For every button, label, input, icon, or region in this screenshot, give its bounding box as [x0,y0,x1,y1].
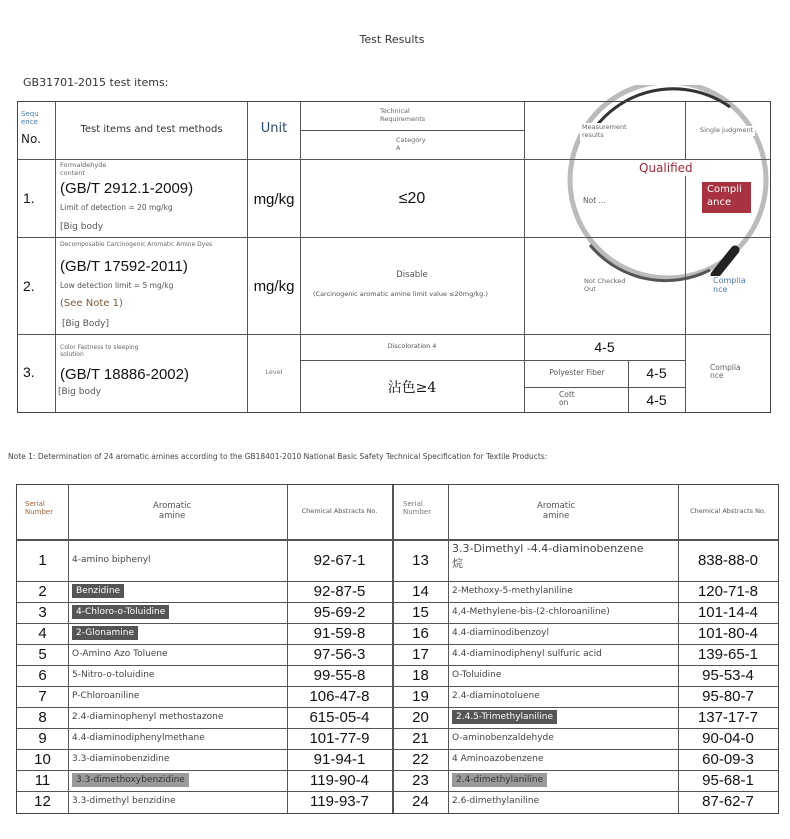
amine-name: 4.4-diaminodiphenylmethane [72,732,205,743]
row-3-staining-req: 沾色≥4 [387,380,437,396]
amine-name: 4-Chloro-o-Toluidine [72,605,169,619]
row-3-discoloration-result: 4-5 [594,339,615,355]
row-2-result: Not Checked Out [584,277,626,293]
amine-name: O-Toluidine [452,669,502,680]
row-2-requirement: Disable [396,270,428,280]
cas-number: 101-14-4 [697,603,759,621]
cas-number: 95-80-7 [702,687,754,705]
items-header: Test items and test methods [80,124,223,135]
row-1-result: Not ... [583,196,606,205]
amine-name: 3.3-dimethyl benzidine [72,796,176,806]
serial-header-left: Serial Number [25,500,54,516]
row-3-discoloration-req: Discoloration 4 [387,342,437,350]
row-1-limit: Limit of detection = 20 mg/kg [60,203,173,212]
serial-number: 14 [412,582,429,600]
cas-number: 95-68-1 [702,771,754,789]
cas-number: 99-55-8 [313,666,366,684]
amine-name: O-Amino Azo Toluene [72,648,168,659]
amine-name: 2-Glonamine [72,626,138,640]
amine-name: 4.4-diaminodiphenyl sulfuric acid [452,648,602,659]
row-2-method: (GB/T 17592-2011) [60,258,188,275]
cas-header-right: Chemical Abstracts No. [690,507,766,515]
serial-number: 18 [412,666,429,684]
cas-number: 119-90-4 [310,771,369,789]
serial-header-right: Serial Number [403,500,432,516]
cas-number: 95-53-4 [702,666,754,684]
row-1-judgment-badge: Compli ance [702,182,751,213]
document-title: Test Results [359,33,425,46]
amine-name: Benzidine [72,584,124,598]
amine-name: 2.4-diaminophenyl methostazone [72,711,224,722]
serial-number: 5 [38,645,47,663]
cas-number: 137-17-7 [697,708,759,726]
row-2-item-name: Decomposable Carcinogenic Aromatic Amine Dyes [60,241,213,248]
row-2-judgment: Complia nce [713,276,746,294]
row-2-limit: Low detection limit = 5 mg/kg [60,281,174,290]
cas-number: 119-93-7 [310,793,369,810]
serial-number: 16 [412,624,429,642]
cas-number: 106-47-8 [309,687,370,705]
row-1-number: 1. [23,190,35,206]
serial-number: 1 [38,551,47,569]
amine-name: 3.3-dimethoxybenzidine [72,773,189,787]
unit-header: Unit [260,121,288,136]
serial-number: 20 [412,708,429,726]
amine-name: 2.4.5-Trimethylaniline [452,710,557,724]
row-3-method: (GB/T 18886-2002) [60,366,189,383]
cas-number: 60-09-3 [702,750,754,768]
qualified-stamp: Qualified [639,161,693,175]
amine-header-right: Aromatic amine [537,501,576,522]
amine-name: 4,4-Methylene-bis-(2-chloroaniline) [452,606,610,617]
aromatic-amine-table [16,484,779,814]
amine-name: O-aminobenzaldehyde [452,732,554,743]
serial-number: 17 [412,645,429,663]
sequence-header-small: Sequ ence [21,110,39,126]
test-results-table [17,101,771,413]
row-1-method: (GB/T 2912.1-2009) [60,180,194,197]
amine-name: 4-amino biphenyl [72,554,151,565]
section-subtitle: GB31701-2015 test items: [23,76,169,89]
row-3-fiber-cotton: Cott on [559,390,575,408]
serial-number: 23 [412,771,429,789]
cas-number: 97-56-3 [313,645,366,663]
amine-name: 2.4-dimethylaniline [452,773,547,787]
row-3-item-name: Color Fastness to sleeping solution [60,344,139,358]
amine-name: 5-Nitro-o-toluidine [72,669,155,680]
serial-number: 2 [38,582,47,600]
cas-number: 91-59-8 [313,624,366,642]
cas-number: 838-88-0 [697,551,759,569]
tech-req-header: Technical Requirements [380,107,426,123]
row-2-requirement-note: (Carcinogenic aromatic amine limit value ≤20mg/kg.) [313,290,488,298]
cas-number: 91-94-1 [313,750,366,768]
serial-number: 21 [412,729,429,747]
serial-number: 15 [412,603,429,621]
cas-number: 120-71-8 [697,582,759,600]
cas-header-left: Chemical Abstracts No. [301,507,378,515]
serial-number: 4 [38,624,47,642]
row-1-unit: mg/kg [253,191,295,208]
row-2-number: 2. [23,278,35,294]
row-1-requirement: ≤20 [398,190,426,207]
note-1: Note 1: Determination of 24 aromatic amines according to the GB18401-2010 National Basic Safety Technical Specification for Textile Products: [8,452,548,461]
row-3-unit: Level [265,368,283,376]
cas-number: 87-62-7 [702,793,754,810]
cas-number: 615-05-4 [309,708,370,726]
serial-number: 6 [38,666,47,684]
amine-header-left: Aromatic amine [153,501,192,522]
row-3-number: 3. [23,364,35,380]
serial-number: 12 [34,793,51,810]
row-3-body: [Big body [58,387,102,397]
cas-number: 95-69-2 [313,603,366,621]
amine-name: 2.4-diaminotoluene [452,690,540,701]
row-3-cotton-result: 4-5 [646,392,667,408]
row-2-body: [Big Body] [62,319,109,329]
amine-name: P-Chloroaniline [72,690,140,701]
cas-number: 90-04-0 [702,729,754,747]
amine-name: 4.4-diaminodibenzoyl [452,627,549,638]
serial-number: 10 [34,750,51,768]
row-1-body: [Big body [60,222,104,232]
serial-number: 24 [412,793,429,810]
serial-number: 9 [38,729,47,747]
category-header: Category A [396,136,426,152]
cas-number: 92-87-5 [313,582,366,600]
serial-number: 22 [412,750,429,768]
serial-number: 3 [38,603,47,621]
row-3-polyester-result: 4-5 [646,365,667,381]
sequence-header: No. [21,132,41,146]
serial-number: 8 [38,708,47,726]
serial-number: 13 [412,551,429,569]
row-1-item-name: Formaldehyde content [60,161,107,177]
measurement-header: Measurement results [582,123,627,139]
serial-number: 11 [34,771,51,789]
cas-number: 101-80-4 [697,624,759,642]
row-3-judgment: Complia nce [710,363,741,381]
amine-name: 2-Methoxy-5-methylaniline [452,585,573,596]
row-2-unit: mg/kg [253,278,295,295]
serial-number: 19 [412,687,429,705]
amine-name: 3.3-diaminobenzidine [72,753,170,764]
row-3-fiber-polyester: Polyester Fiber [549,368,605,377]
amine-name: 2.6-dimethylaniline [452,796,540,806]
judgment-header: Single judgment [700,126,754,134]
cas-number: 101-77-9 [309,729,370,747]
amine-name: 3.3-Dimethyl -4.4-diaminobenzene 烷 [452,542,644,570]
cas-number: 92-67-1 [313,551,366,569]
cas-number: 139-65-1 [697,645,759,663]
row-2-see-note-link[interactable]: (See Note 1) [60,298,123,309]
serial-number: 7 [38,687,47,705]
amine-name: 4 Aminoazobenzene [452,753,544,764]
